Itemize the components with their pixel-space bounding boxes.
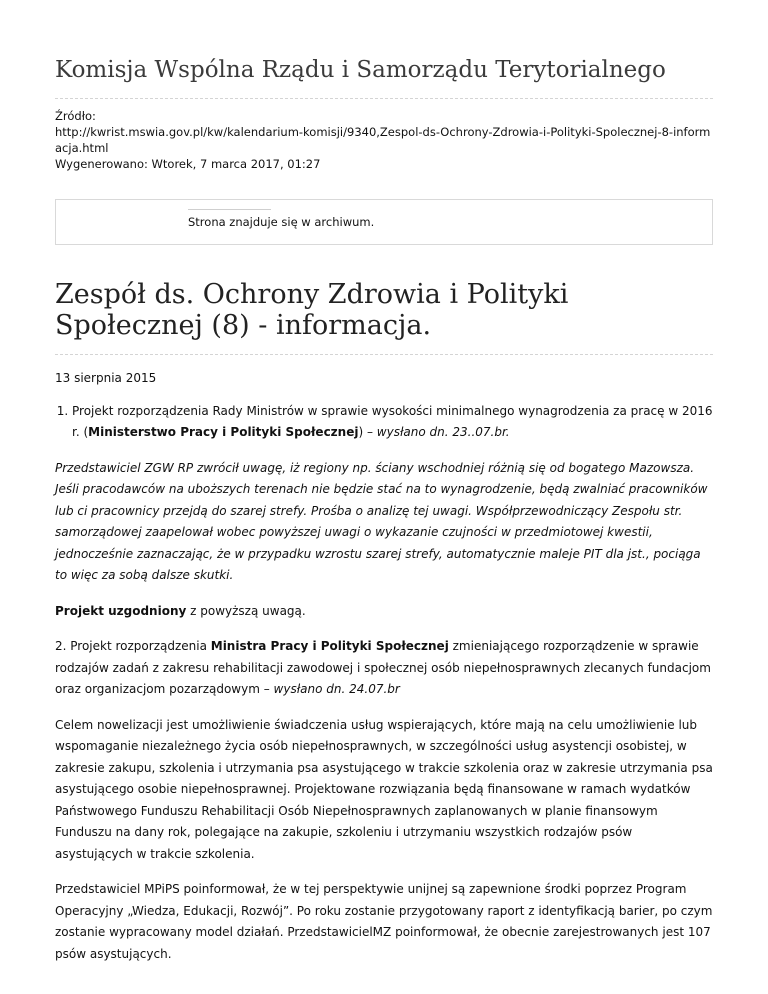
- agenda-item: 1. Projekt rozporządzenia Rady Ministrów w sprawie wysokości minimalnego wynagrodzenia za pracę w 2016 r. (Ministerstwo Pracy i Polityki Społecznej) – wysłano dn. 23..07.br.: [72, 401, 713, 444]
- generated-date: Wygenerowano: Wtorek, 7 marca 2017, 01:27: [55, 156, 321, 171]
- sent-date: wysłano dn. 23..07.br.: [376, 425, 510, 440]
- divider: [55, 354, 713, 355]
- site-title: Komisja Wspólna Rządu i Samorządu Terytorialnego: [55, 57, 666, 83]
- paragraph: Projekt uzgodniony z powyższą uwagą.: [55, 603, 306, 618]
- paragraph: Celem nowelizacji jest umożliwienie świadczenia usług wspierających, które mają na celu umożliwienie lub wspomaganie niezależnego życia osób niepełnosprawnych, w szczególności usług asystencji osobistej, w zakresie zakupu, szkolenia i utrzymania psa asystującego w trakcie szkolenia oraz w zakresie utrzymania psa asystującego osobie niepełnosprawnej. Projektowane rozwiązania będą finansowane w ramach wydatków Państwowego Funduszu Rehabilitacji Osób Niepełnosprawnych zaplanowanych w planie finansowym Funduszu na dany rok, polegające na zakupie, szkoleniu i utrzymaniu wszystkich rodzajów psów asystujących w trakcie szkolenia.: [55, 717, 713, 861]
- divider: [55, 98, 713, 99]
- archive-message: Strona znajduje się w archiwum.: [188, 214, 375, 229]
- ministry-name: Ministra Pracy i Polityki Społecznej: [210, 639, 449, 654]
- agenda-list: [55, 401, 713, 444]
- archive-rule: [188, 209, 271, 210]
- decision-label: Projekt uzgodniony: [55, 603, 187, 618]
- source-url: http://kwrist.mswia.gov.pl/kw/kalendarium-komisji/9340,Zespol-ds-Ochrony-Zdrowia-i-Polityki-Spolecznej-8-informacja.html: [55, 124, 711, 155]
- article-title: Zespół ds. Ochrony Zdrowia i Polityki Społecznej (8) - informacja.: [55, 278, 569, 341]
- archive-notice: [55, 199, 713, 245]
- print-meta: [55, 108, 713, 172]
- article-date: 13 sierpnia 2015: [55, 370, 157, 385]
- source-label: Źródło:: [55, 108, 96, 123]
- agenda-item-2: 2. Projekt rozporządzenia Ministra Pracy i Polityki Społecznej zmieniającego rozporządzenie w sprawie rodzajów zadań z zakresu rehabilitacji zawodowej i społecznej osób niepełnosprawnych zlecanych fundacjom oraz organizacjom pozarządowym – wysłano dn. 24.07.br: [55, 639, 711, 697]
- sent-date: wysłano dn. 24.07.br: [273, 682, 400, 697]
- paragraph: Przedstawiciel MPiPS poinformował, że w tej perspektywie unijnej są zapewnione środki poprzez Program Operacyjny „Wiedza, Edukacji, Rozwój”. Po roku zostanie przygotowany raport z identyfikacją barier, po czym zostanie wypracowany model działań. PrzedstawicielMZ poinformował, że obecnie zarejestrowanych jest 107 psów asystujących.: [55, 882, 713, 961]
- paragraph: Przedstawiciel ZGW RP zwrócił uwagę, iż regiony np. ściany wschodniej różnią się od bogatego Mazowsza. Jeśli pracodawców na uboższych terenach nie będzie stać na to wynagrodzenie, będą zwalniać pracowników lub ci pracownicy przejdą do szarej strefy. Prośba o analizę tej uwagi. Współprzewodniczący Zespołu str. samorządowej zaapelował wobec powyższej uwagi o wykazanie czujności w przedmiotowej kwestii, jednocześnie zaznaczając, że w przypadku wzrostu szarej strefy, automatycznie maleje PIT dla jst., pociąga to więc za sobą dalsze skutki.: [55, 460, 708, 583]
- ministry-name: Ministerstwo Pracy i Polityki Społecznej: [88, 425, 359, 440]
